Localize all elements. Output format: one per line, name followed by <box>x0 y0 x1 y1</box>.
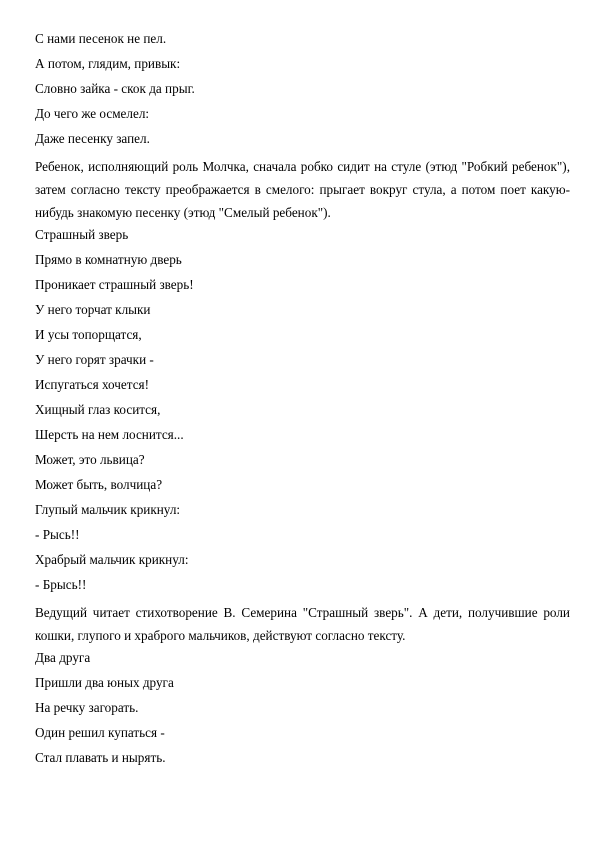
poem-line: Один решил купаться - <box>35 725 165 740</box>
poem-line: Может, это львица? <box>35 452 145 467</box>
poem-line: - Брысь!! <box>35 577 87 592</box>
document-body <box>35 30 570 774</box>
instruction-paragraph: Ребенок, исполняющий роль Молчка, сначала робко сидит на стуле (этюд "Робкий ребенок"), затем согласно тексту преображается в смелого: прыгает вокруг стула, а потом поет какую-нибудь знакомую песенку (этюд "Смелый ребенок"). <box>35 159 570 220</box>
poem-line: Шерсть на нем лоснится... <box>35 427 184 442</box>
text-line: До чего же осмелел: <box>35 106 150 121</box>
poem-line: Глупый мальчик крикнул: <box>35 502 181 517</box>
poem-line: И усы топорщатся, <box>35 327 142 342</box>
poem-line: У него торчат клыки <box>35 302 151 317</box>
poem-line: Храбрый мальчик крикнул: <box>35 552 189 567</box>
poem-line: Испугаться хочется! <box>35 377 150 392</box>
poem-line: Хищный глаз косится, <box>35 402 161 417</box>
instruction-paragraph: Ведущий читает стихотворение В. Семерина "Страшный зверь". А дети, получившие роли кошки, глупого и храброго мальчиков, действуют согласно тексту. <box>35 605 570 643</box>
poem-line: Проникает страшный зверь! <box>35 277 194 292</box>
text-line: Словно зайка - скок да прыг. <box>35 81 195 96</box>
section-title: Два друга <box>35 650 91 665</box>
poem-line: Пришли два юных друга <box>35 675 174 690</box>
poem-line: У него горят зрачки - <box>35 352 154 367</box>
text-line: Даже песенку запел. <box>35 131 150 146</box>
poem-line: Стал плавать и нырять. <box>35 750 166 765</box>
poem-line: Может быть, волчица? <box>35 477 163 492</box>
text-line: С нами песенок не пел. <box>35 31 167 46</box>
poem-line: - Рысь!! <box>35 527 80 542</box>
poem-line: На речку загорать. <box>35 700 139 715</box>
poem-line: Прямо в комнатную дверь <box>35 252 182 267</box>
text-line: А потом, глядим, привык: <box>35 56 181 71</box>
section-title: Страшный зверь <box>35 227 129 242</box>
